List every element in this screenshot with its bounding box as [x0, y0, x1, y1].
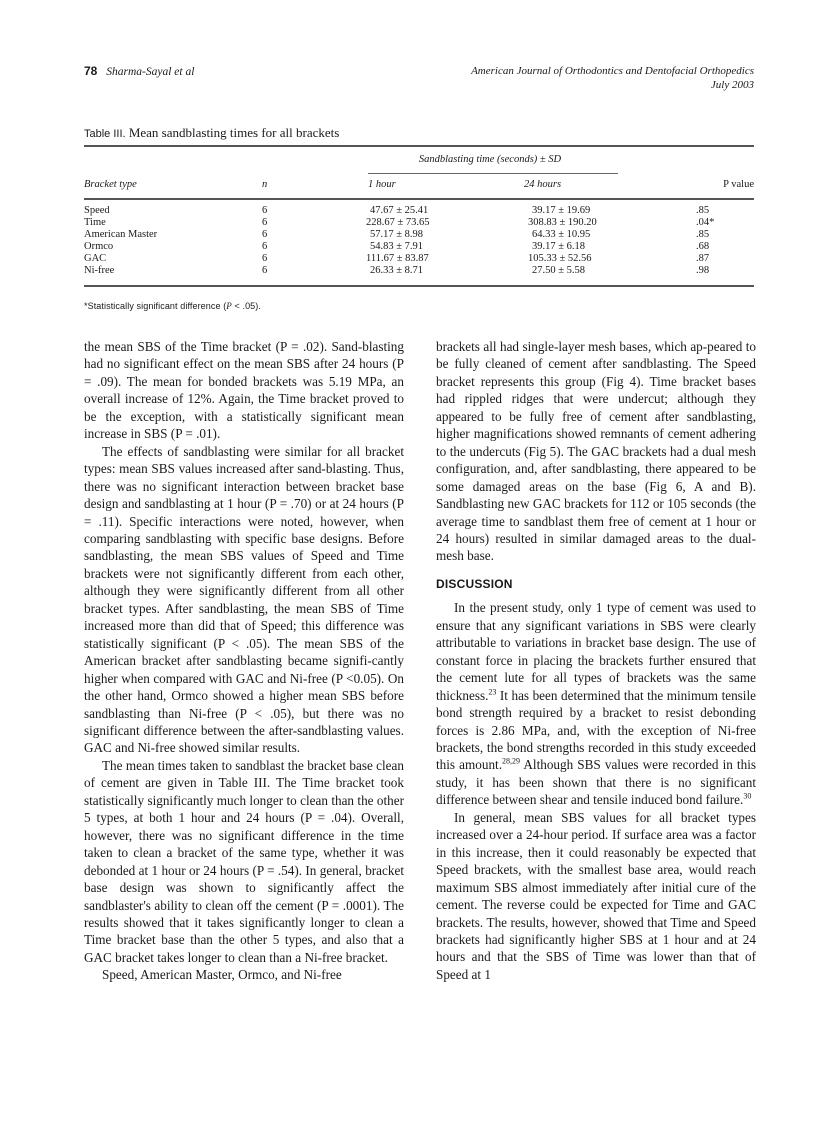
cell-1-hour: 111.67 ± 83.87 — [366, 253, 429, 264]
cell-bracket: Ormco — [84, 241, 114, 252]
right-column — [436, 338, 756, 983]
paragraph: The mean times taken to sandblast the bracket base clean of cement are given in Table III. The Time bracket took statistically significantly much longer to clean than the other 5 types, at both 1 hour and 24 hours (P = .04). Overall, however, there was no significant difference in the time taken to clean a bracket of the same type, whether it was debonded at 1 hour or 24 hours (P = .54). In general, bracket base design was shown to significantly affect the sandblaster's ability to clean off the cement (P = .0001). The results showed that it takes significantly longer to clean a Time bracket base than the other 5 types, and also that a GAC bracket takes longer to clean than a Ni-free bracket. — [84, 757, 404, 965]
cell-bracket: Time — [84, 217, 106, 228]
cell-bracket: GAC — [84, 253, 107, 264]
paragraph: the mean SBS of the Time bracket (P = .02). Sand-blasting had no significant effect on the mean SBS after 24 hours (P = .09). The mean for bonded brackets was 5.19 MPa, an overall increase of 12%. Again, the Time bracket proved to be the exception, with a statistically significant mean increase in SBS (P = .01). — [84, 339, 404, 442]
cell-bracket: Ni-free — [84, 265, 115, 276]
table-bottom-rule — [84, 285, 754, 287]
cell-n: 6 — [262, 241, 268, 252]
cell-24-hours: 27.50 ± 5.58 — [532, 265, 586, 276]
cell-n: 6 — [262, 253, 268, 264]
journal-title: American Journal of Orthodontics and Dentofacial Orthopedics — [471, 65, 754, 77]
reference-superscript: 23 — [488, 687, 497, 697]
reference-superscript: 28,29 — [502, 757, 521, 767]
cell-p-value: .85 — [696, 205, 710, 216]
cell-bracket: Speed — [84, 205, 110, 216]
table-label: Table III. — [84, 128, 126, 140]
col-header-24-hours: 24 hours — [524, 179, 562, 190]
cell-1-hour: 26.33 ± 8.71 — [370, 265, 424, 276]
cell-n: 6 — [262, 265, 268, 276]
paragraph: The effects of sandblasting were similar for all bracket types: mean SBS values increased after sand-blasting. Thus, there was no significant interaction between bracket base design and sandblasting at 1 hour (P = .70) or at 24 hours (P = .11). Specific interactions were noted, however, when comparing sandblasting with specific base designs. Before sandblasting, the mean SBS values of Speed and Time brackets were not significantly different from each other, although they were significantly different from all other bracket types. After sandblasting, the mean SBS of Time increased more than did that of Speed; this difference was statistically significant (P < .05). The mean SBS of the American bracket after sandblasting became signifi-cantly higher when compared with GAC and Ni-free (P <0.05). On the other hand, Ormco showed a higher mean SBS before sandblasting than Ni-free (P < .05), but there was no significant difference between the after-sandblasting values. GAC and Ni-free showed similar results. — [84, 443, 404, 756]
cell-24-hours: 105.33 ± 52.56 — [528, 253, 592, 264]
cell-1-hour: 228.67 ± 73.65 — [366, 217, 430, 228]
paragraph: Speed, American Master, Ormco, and Ni-free — [102, 967, 342, 983]
running-head-left — [84, 64, 194, 78]
paragraph: In general, mean SBS values for all bracket types increased over a 24-hour period. If surface area was a factor in this increase, then it could reasonably be expected that Speed brackets, with the smallest base area, would reach maximum SBS almost immediately after initial cure of the cement. The reverse could be expected for Time and GAC brackets. The results, however, showed that Time and Speed brackets had significantly higher SBS at 1 hour and at 24 hours and that the SBS of Time was lower than that of Speed at 1 — [436, 809, 756, 982]
cell-24-hours: 39.17 ± 19.69 — [532, 205, 591, 216]
table-footnote — [84, 301, 261, 311]
text-span: It has been determined that the minimum tensile bond strength required by a bracket to resist debonding forces is 2.86 MPa, and, with the exception of Ni-free brackets, the bond strengths recorded in this study exceeded this amount. — [436, 687, 756, 773]
author-line: Sharma-Sayal et al — [106, 66, 195, 78]
cell-n: 6 — [262, 217, 268, 228]
cell-24-hours: 39.17 ± 6.18 — [532, 241, 586, 252]
left-column — [84, 338, 404, 984]
cell-1-hour: 57.17 ± 8.98 — [370, 229, 424, 240]
cell-1-hour: 54.83 ± 7.91 — [370, 241, 424, 252]
page-number: 78 — [84, 64, 98, 78]
cell-p-value: .04* — [696, 217, 715, 228]
text-span: Although SBS values were recorded in this study, it has been shown that there is no significant difference between shear and tensile induced bond failure. — [436, 757, 756, 808]
cell-24-hours: 64.33 ± 10.95 — [532, 229, 591, 240]
col-header-bracket-type: Bracket type — [84, 179, 137, 190]
table-caption — [84, 125, 339, 141]
table-title: Mean sandblasting times for all brackets — [128, 125, 340, 140]
issue-date: July 2003 — [710, 79, 754, 91]
col-header-1-hour: 1 hour — [368, 179, 396, 190]
cell-n: 6 — [262, 205, 268, 216]
running-head-right — [471, 64, 754, 92]
table-top-rule — [84, 145, 754, 147]
paragraph — [436, 599, 756, 808]
cell-p-value: .98 — [696, 265, 710, 276]
reference-superscript: 30 — [743, 791, 752, 801]
cell-1-hour: 47.67 ± 25.41 — [370, 205, 429, 216]
paragraph: brackets all had single-layer mesh bases, which ap-peared to be fully cleaned of cement after sandblasting. The Speed bracket represents this group (Fig 4). Time bracket bases had rippled ridges that were undercut; although they appeared to be fully free of cement after sandblasting, higher magnifications showed remnants of cement adhering to the undercuts (Fig 5). The GAC brackets had a dual mesh configuration, and, after sandblasting, there appeared to be some damaged areas on the base (Fig 6, A and B). Sandblasting new GAC brackets for 112 or 105 seconds (the average time to sandblast them free of cement at 1 hour or 24 hours) resulted in similar damaged areas to the dual-mesh base. — [436, 339, 756, 564]
col-header-p-value: P value — [723, 179, 754, 190]
cell-n: 6 — [262, 229, 268, 240]
footnote-suffix: < .05). — [231, 301, 261, 311]
table-header-rule — [84, 198, 754, 200]
cell-p-value: .87 — [696, 253, 710, 264]
cell-24-hours: 308.83 ± 190.20 — [528, 217, 597, 228]
col-header-n: n — [262, 179, 268, 190]
footnote-p: P — [226, 301, 232, 311]
cell-bracket: American Master — [84, 229, 158, 240]
text-span: In the present study, only 1 type of cement was used to ensure that any significant variations in SBS were clearly attributable to variations in bracket base design. The use of constant force in placing the brackets further ensured that the cement lute for all types of brackets was the same thickness. — [436, 600, 756, 703]
cell-p-value: .85 — [696, 229, 710, 240]
cell-p-value: .68 — [696, 241, 710, 252]
spanner-header: Sandblasting time (seconds) ± SD — [418, 154, 562, 165]
spanner-rule — [368, 173, 618, 174]
section-heading-discussion: DISCUSSION — [436, 576, 513, 591]
footnote-text: *Statistically significant difference ( — [84, 301, 227, 311]
running-head — [84, 64, 754, 94]
